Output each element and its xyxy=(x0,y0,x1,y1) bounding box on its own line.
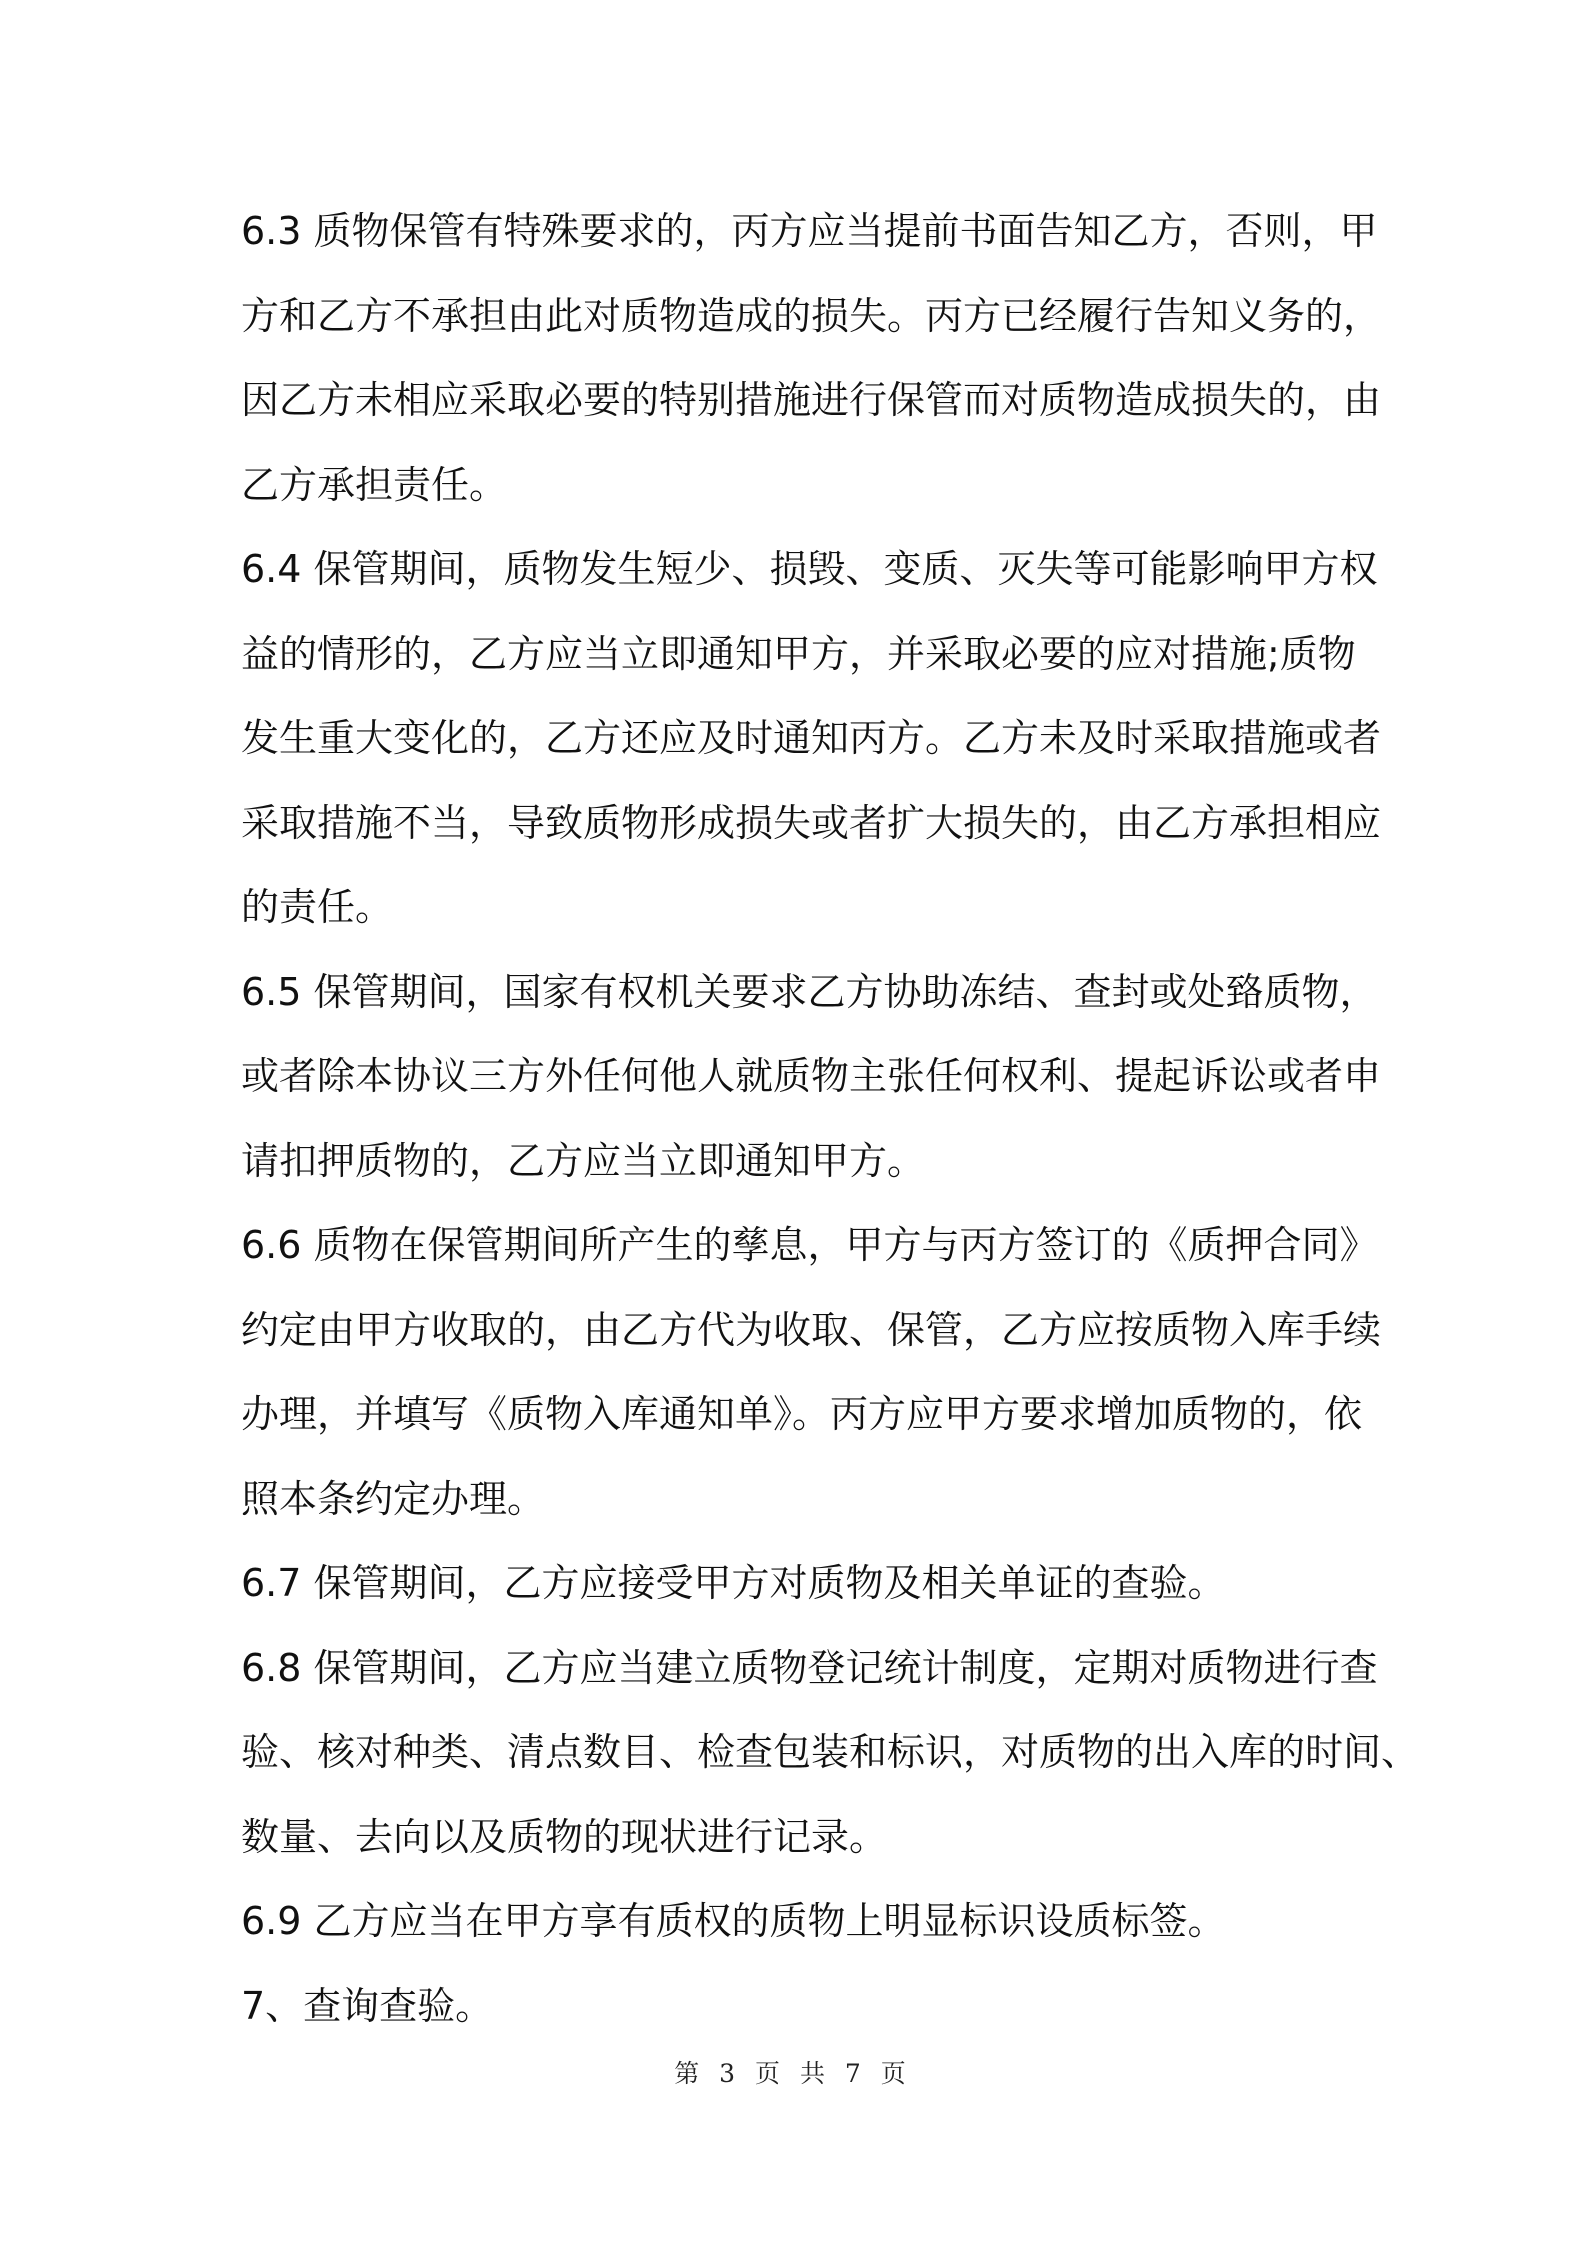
text-line-19: 验、核对种类、清点数目、检查包装和标识，对质物的出入库的时间、 xyxy=(241,1730,1420,1774)
text-line-21: 6.9 乙方应当在甲方享有质权的质物上明显标识设质标签。 xyxy=(241,1899,1226,1943)
text-line-4: 乙方承担责任。 xyxy=(241,462,508,507)
text-line-6: 益的情形的，乙方应当立即通知甲方，并采取必要的应对措施;质物 xyxy=(241,631,1356,676)
text-line-5: 6.4 保管期间，质物发生短少、损毁、变质、灭失等可能影响甲方权 xyxy=(241,547,1378,591)
text-line-20: 数量、去向以及质物的现状进行记录。 xyxy=(241,1814,888,1859)
text-line-2: 方和乙方不承担由此对质物造成的损失。丙方已经履行告知义务的， xyxy=(241,293,1382,338)
text-line-15: 办理，并填写《质物入库通知单》。丙方应甲方要求增加质物的，依 xyxy=(241,1392,1363,1436)
text-line-1: 6.3 质物保管有特殊要求的，丙方应当提前书面告知乙方，否则，甲 xyxy=(241,209,1378,253)
text-line-22: 7、查询查验。 xyxy=(241,1983,494,2028)
text-line-16: 照本条约定办理。 xyxy=(241,1476,546,1521)
text-line-7: 发生重大变化的，乙方还应及时通知丙方。乙方未及时采取措施或者 xyxy=(241,716,1382,760)
page-number-footer: 第 3 页 共 7 页 xyxy=(674,2059,912,2088)
text-line-14: 约定由甲方收取的，由乙方代为收取、保管，乙方应按质物入库手续 xyxy=(241,1307,1382,1352)
text-line-18: 6.8 保管期间，乙方应当建立质物登记统计制度，定期对质物进行查 xyxy=(241,1645,1378,1690)
text-line-10: 6.5 保管期间，国家有权机关要求乙方协助冻结、查封或处臵质物， xyxy=(241,969,1378,1014)
text-line-11: 或者除本协议三方外任何他人就质物主张任何权利、提起诉讼或者申 xyxy=(241,1054,1382,1098)
text-line-8: 采取措施不当，导致质物形成损失或者扩大损失的，由乙方承担相应 xyxy=(241,800,1382,845)
text-line-3: 因乙方未相应采取必要的特别措施进行保管而对质物造成损失的，由 xyxy=(241,378,1382,422)
text-line-12: 请扣押质物的，乙方应当立即通知甲方。 xyxy=(241,1138,926,1183)
document-body xyxy=(241,196,1420,2055)
text-line-9: 的责任。 xyxy=(241,885,394,929)
text-line-17: 6.7 保管期间，乙方应接受甲方对质物及相关单证的查验。 xyxy=(241,1561,1226,1605)
text-line-13: 6.6 质物在保管期间所产生的孳息，甲方与丙方签订的《质押合同》 xyxy=(241,1223,1378,1267)
